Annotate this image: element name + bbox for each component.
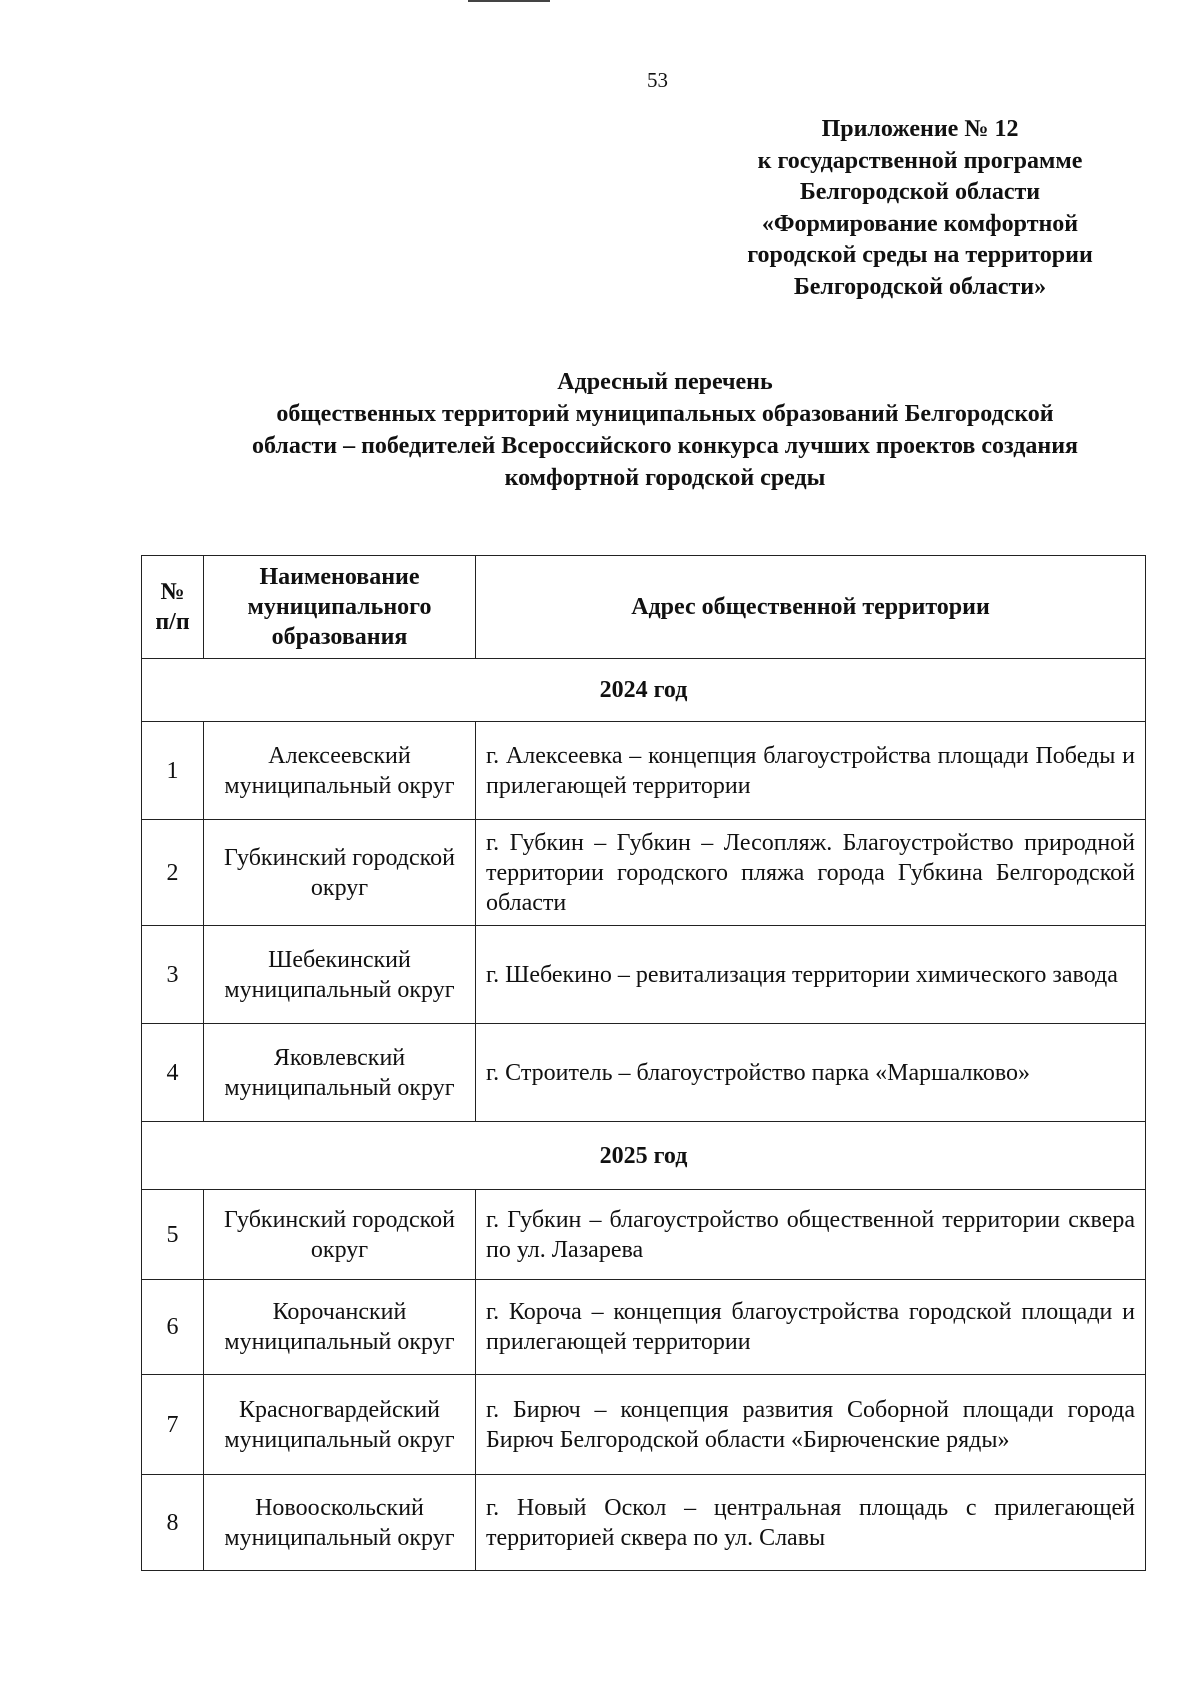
appendix-line: Белгородской области: [799, 179, 1041, 205]
appendix-line: городской среды на территории: [747, 242, 1093, 268]
table-row: [142, 1024, 1146, 1122]
header-num: № п/п: [142, 556, 204, 659]
row-address: г. Губкин – Губкин – Лесопляж. Благоустройство природной территории городского пляжа города Губкина Белгородской области: [476, 820, 1146, 926]
title-line: общественных территорий муниципальных образований Белгородской: [276, 401, 1054, 427]
row-municipality: Алексеевский муниципальный округ: [204, 722, 476, 820]
table-row: [142, 820, 1146, 926]
title-line: комфортной городской среды: [504, 465, 826, 491]
table-row: [142, 1375, 1146, 1475]
row-address: г. Короча – концепция благоустройства городской площади и прилегающей территории: [476, 1280, 1146, 1375]
row-municipality: Яковлевский муниципальный округ: [204, 1024, 476, 1122]
appendix-line: Приложение № 12: [821, 116, 1019, 142]
document-title: [100, 366, 1200, 494]
title-line: Адресный перечень: [557, 369, 773, 395]
row-municipality: Губкинский городской округ: [204, 1190, 476, 1280]
page-number: 53: [647, 68, 668, 92]
year-row: [142, 659, 1146, 722]
year-label: 2025 год: [142, 1122, 1146, 1190]
row-municipality: Шебекинский муниципальный округ: [204, 926, 476, 1024]
row-municipality: Красногвардейский муниципальный округ: [204, 1375, 476, 1475]
row-municipality: Новооскольский муниципальный округ: [204, 1475, 476, 1571]
row-address: г. Алексеевка – концепция благоустройства площади Победы и прилегающей территории: [476, 722, 1146, 820]
row-num: 4: [142, 1024, 204, 1122]
row-address: г. Шебекино – ревитализация территории химического завода: [476, 926, 1146, 1024]
table-row: [142, 1190, 1146, 1280]
row-num: 7: [142, 1375, 204, 1475]
row-address: г. Новый Оскол – центральная площадь с прилегающей территорией сквера по ул. Славы: [476, 1475, 1146, 1571]
appendix-header: [720, 114, 1120, 303]
address-table: [141, 555, 1146, 1571]
year-row: [142, 1122, 1146, 1190]
row-address: г. Губкин – благоустройство общественной территории сквера по ул. Лазарева: [476, 1190, 1146, 1280]
row-municipality: Губкинский городской округ: [204, 820, 476, 926]
row-num: 1: [142, 722, 204, 820]
top-edge-mark: [468, 0, 550, 2]
row-address: г. Строитель – благоустройство парка «Маршалково»: [476, 1024, 1146, 1122]
row-num: 8: [142, 1475, 204, 1571]
row-num: 3: [142, 926, 204, 1024]
row-address: г. Бирюч – концепция развития Соборной площади города Бирюч Белгородской области «Бирюченские ряды»: [476, 1375, 1146, 1475]
row-num: 5: [142, 1190, 204, 1280]
appendix-line: Белгородской области»: [793, 273, 1047, 300]
appendix-line: к государственной программе: [757, 147, 1083, 174]
row-num: 6: [142, 1280, 204, 1375]
table-row: [142, 722, 1146, 820]
header-municipality: Наименование муниципального образования: [204, 556, 476, 659]
table-row: [142, 1475, 1146, 1571]
title-line: области – победителей Всероссийского конкурса лучших проектов создания: [251, 433, 1079, 459]
appendix-line: «Формирование комфортной: [761, 210, 1079, 237]
year-label: 2024 год: [142, 659, 1146, 722]
table-row: [142, 1280, 1146, 1375]
header-address: Адрес общественной территории: [476, 556, 1146, 659]
row-num: 2: [142, 820, 204, 926]
row-municipality: Корочанский муниципальный округ: [204, 1280, 476, 1375]
table-header-row: [142, 556, 1146, 659]
table-row: [142, 926, 1146, 1024]
